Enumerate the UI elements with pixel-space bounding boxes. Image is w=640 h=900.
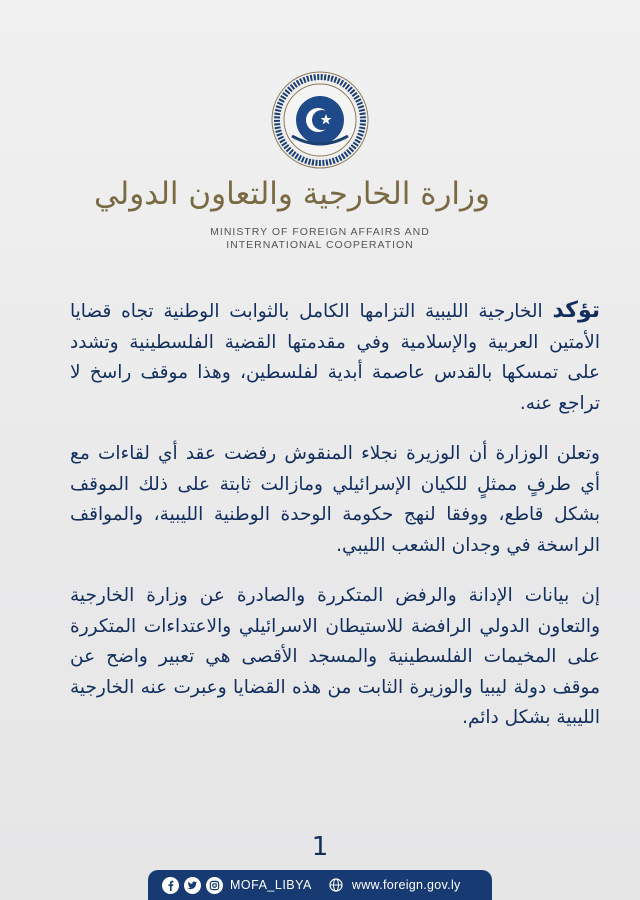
- statement-body: [70, 296, 600, 754]
- ministry-name-english-line2: INTERNATIONAL COOPERATION: [226, 239, 414, 251]
- paragraph-1: [70, 296, 600, 419]
- twitter-icon[interactable]: [184, 877, 201, 894]
- ministry-name-english: [160, 226, 480, 252]
- ministry-name-arabic: وزارة الخارجية والتعاون الدولي: [93, 176, 490, 212]
- footer-bar: [148, 870, 492, 900]
- ministry-name-english-line1: MINISTRY OF FOREIGN AFFAIRS AND: [210, 226, 430, 238]
- paragraph-1-text: الخارجية الليبية التزامها الكامل بالثوابت الوطنية تجاه قضايا الأمتين العربية والإسلامية وفي مقدمتها القضية الفلسطينية وتشدد على تمسكها بالقدس عاصمة أبدية لفلسطين، وهذا موقف راسخ لا تراجع عنه.: [70, 301, 600, 414]
- page-number: 1: [311, 832, 329, 862]
- social-handle[interactable]: MOFA_LIBYA: [230, 878, 312, 892]
- lead-word: تؤكد: [552, 298, 600, 323]
- paragraph-3: إن بيانات الإدانة والرفض المتكررة والصادرة عن وزارة الخارجية والتعاون الدولي الرافضة للاستيطان الاسرائيلي والاعتداءات المتكررة على المخيمات الفلسطينية والمسجد الأقصى هي تعبير واضح عن موقف دولة ليبيا والوزيرة الثابت من هذه القضايا وعبرت عنه الخارجية الليبية بشكل دائم.: [70, 585, 600, 728]
- instagram-icon[interactable]: [206, 877, 223, 894]
- social-icons: [162, 877, 223, 894]
- paragraph-2: وتعلن الوزارة أن الوزيرة نجلاء المنقوش رفضت عقد أي لقاءات مع أي طرفٍ ممثلٍ للكيان الإسرائيلي ومازالت ثابتة على ذلك الموقف بشكل قاطع، ووفقا لنهج حكومة الوحدة الوطنية الليبية، والمواقف الراسخة في وجدان الشعب الليبي.: [70, 443, 600, 556]
- facebook-icon[interactable]: [162, 877, 179, 894]
- ministry-emblem-icon: [270, 70, 370, 170]
- website-link[interactable]: www.foreign.gov.ly: [351, 878, 461, 892]
- www-icon: [326, 878, 346, 892]
